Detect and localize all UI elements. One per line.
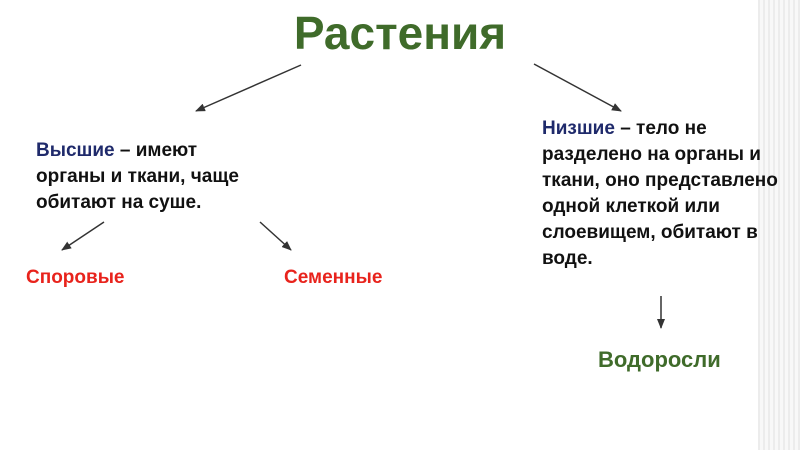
arrow-to-seed [260,222,291,250]
higher-plants-block [36,138,266,216]
seed-plants-label: Семенные [284,267,383,288]
algae-label: Водоросли [598,347,721,372]
lower-plants-block [542,116,800,272]
arrow-to-higher [196,65,301,111]
lower-term: Низшие [542,118,615,139]
lower-description: – тело не разделено на органы и ткани, оно представлено одной клеткой или слоевищем, обитают в воде. [542,118,778,269]
spore-plants-label: Споровые [26,267,125,288]
arrow-to-lower [534,64,621,111]
higher-term: Высшие [36,140,115,161]
diagram-title: Растения [293,7,507,59]
arrow-to-spore [62,222,104,250]
higher-description: – имеют органы и ткани, чаще обитают на суше. [36,140,239,213]
